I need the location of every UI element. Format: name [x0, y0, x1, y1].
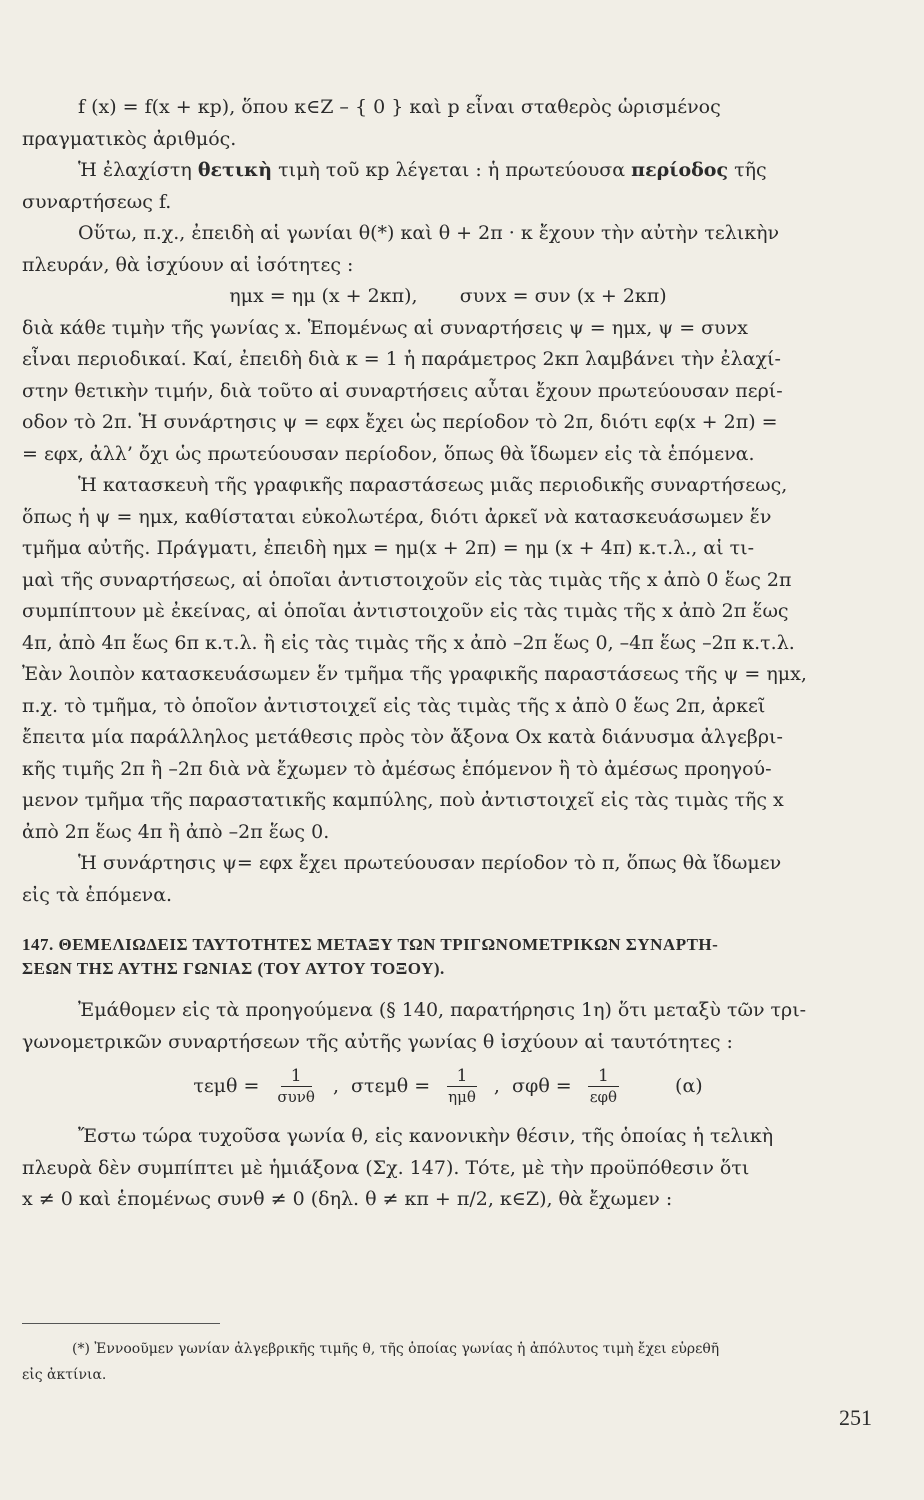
- footnote: [22, 1336, 874, 1388]
- text-line: οδον τὸ 2π. Ἡ συνάρτησις ψ = εφx ἔχει ὡς περίοδον τὸ 2π, διότι εφ(x + 2π) =: [22, 411, 778, 433]
- spacer: [22, 981, 874, 995]
- paragraph-tangent-period: [22, 848, 874, 911]
- paragraph-graph-construction: [22, 470, 874, 659]
- text-span: τιμὴ τοῦ κp λέγεται : ἡ πρωτεύουσα: [272, 159, 632, 181]
- text-line: συναρτήσεως f.: [22, 190, 172, 213]
- fraction-denominator: εφθ: [589, 1088, 618, 1106]
- bold-term-period: περίοδος: [631, 159, 729, 181]
- formula-cot-lhs: , σφθ =: [493, 1074, 572, 1097]
- text-line: [22, 155, 874, 187]
- text-line: πραγματικὸς ἀριθμός.: [22, 127, 237, 150]
- formula-reciprocal-identities: [22, 1066, 874, 1107]
- text-line: ἀπὸ 2π ἕως 4π ἢ ἀπὸ –2π ἕως 0.: [22, 820, 330, 843]
- section-heading-147: [22, 933, 874, 981]
- formula-csc-lhs: , στεμθ =: [332, 1074, 431, 1097]
- text-line: Ἡ κατασκευὴ τῆς γραφικῆς παραστάσεως μιᾶς περιοδικῆς συναρτήσεως,: [78, 474, 788, 496]
- text-line: Ἡ συνάρτησις ψ= εφx ἔχει πρωτεύουσαν περίοδον τὸ π, ὅπως θὰ ἴδωμεν: [78, 852, 782, 874]
- text-line: κῆς τιμῆς 2π ἢ –2π διὰ νὰ ἔχωμεν τὸ ἀμέσως ἑπόμενον ἢ τὸ ἀμέσως προηγού-: [22, 757, 772, 780]
- text-line: εἶναι περιοδικαί. Καί, ἐπειδὴ διὰ κ = 1 ἡ παράμετρος 2κπ λαμβάνει τὴν ἐλαχί-: [22, 348, 781, 370]
- text-line: ἔπειτα μία παράλληλος μετάθεσις πρὸς τὸν ἄξονα Ox κατὰ διάνυσμα ἀλγεβρι-: [22, 726, 783, 748]
- text-line: εἰς τὰ ἑπόμενα.: [22, 883, 173, 906]
- text-span: τῆς: [728, 159, 767, 181]
- text-line: = εφx, ἀλλ’ ὄχι ὡς πρωτεύουσαν περίοδον, ὅπως θὰ ἴδωμεν εἰς τὰ ἑπόμενα.: [22, 442, 755, 465]
- text-line: γωνομετρικῶν συναρτήσεων τῆς αὐτῆς γωνίας θ ἰσχύουν αἱ ταυτότητες :: [22, 1030, 733, 1053]
- text-line: 4π, ἀπὸ 4π ἕως 6π κ.τ.λ. ἢ εἰς τὰς τιμὰς τῆς x ἀπὸ –2π ἕως 0, –4π ἕως –2π κ.τ.λ.: [22, 631, 795, 654]
- text-line: x ≠ 0 καὶ ἑπομένως συνθ ≠ 0 (δηλ. θ ≠ κπ + π/2, κ∈Ζ), θὰ ἔχωμεν :: [22, 1188, 673, 1210]
- heading-line: ΣΕΩΝ ΤΗΣ ΑΥΤΗΣ ΓΩΝΙΑΣ (ΤΟΥ ΑΥΤΟΥ ΤΟΞΟΥ).: [22, 959, 445, 978]
- text-line: μαὶ τῆς συναρτήσεως, αἱ ὁποῖαι ἀντιστοιχοῦν εἰς τὰς τιμὰς τῆς x ἀπὸ 0 ἕως 2π: [22, 568, 792, 591]
- fraction-csc: [444, 1066, 480, 1107]
- text-line: πλευρὰ δὲν συμπίπτει μὲ ἡμιάξονα (Σχ. 147). Τότε, μὲ τὴν προϋπόθεσιν ὅτι: [22, 1156, 750, 1179]
- text-line: Ἔστω τώρα τυχοῦσα γωνία θ, εἰς κανονικὴν θέσιν, τῆς ὁποίας ἡ τελικὴ: [78, 1125, 774, 1147]
- paragraph-example: [22, 218, 874, 281]
- paragraph-identities-intro: [22, 995, 874, 1058]
- text-line: τμῆμα αὐτῆς. Πράγματι, ἐπειδὴ ημx = ημ(x + 2π) = ημ (x + 4π) κ.τ.λ., αἱ τι-: [22, 537, 754, 559]
- heading-line: 147. ΘΕΜΕΛΙΩΔΕΙΣ ΤΑΥΤΟΤΗΤΕΣ ΜΕΤΑΞΥ ΤΩΝ ΤΡΙΓΩΝΟΜΕΤΡΙΚΩΝ ΣΥΝΑΡΤΗ-: [22, 935, 719, 954]
- text-line: συμπίπτουν μὲ ἐκείνας, αἱ ὁποῖαι ἀντιστοιχοῦν εἰς τὰς τιμὰς τῆς x ἀπὸ 2π ἕως: [22, 600, 789, 622]
- footnote-line: (*) Ἐννοοῦμεν γωνίαν ἀλγεβρικῆς τιμῆς θ, τῆς ὁποίας γωνίας ἡ ἀπόλυτος τιμὴ ἔχει εὑρεθῆ: [72, 1341, 720, 1357]
- formula-sec-lhs: τεμθ =: [193, 1074, 260, 1097]
- fraction-numerator: 1: [447, 1066, 478, 1087]
- footnote-divider: [22, 1323, 220, 1324]
- equation-sin-cos-period: ημx = ημ (x + 2κπ), συνx = συν (x + 2κπ): [229, 285, 667, 307]
- paragraph-periodic-definition: [22, 92, 874, 155]
- fraction-sec: [273, 1066, 319, 1107]
- text-line: π.χ. τὸ τμῆμα, τὸ ὁποῖον ἀντιστοιχεῖ εἰς τὰς τιμὰς τῆς x ἀπὸ 0 ἕως 2π, ἀρκεῖ: [22, 694, 766, 717]
- page-body: [22, 92, 874, 1216]
- text-line: Ἐμάθομεν εἰς τὰ προηγούμενα (§ 140, παρατήρησις 1η) ὅτι μεταξὺ τῶν τρι-: [78, 999, 807, 1021]
- paragraph-period: [22, 155, 874, 218]
- text-line: μενον τμῆμα τῆς παραστατικῆς καμπύλης, ποὺ ἀντιστοιχεῖ εἰς τὰς τιμὰς τῆς x: [22, 789, 784, 811]
- text-line: f (x) = f(x + κp), ὅπου κ∈Ζ – { 0 } καὶ p εἶναι σταθερὸς ὡρισμένος: [78, 96, 721, 118]
- paragraph-translation: [22, 659, 874, 848]
- text-line: Οὕτω, π.χ., ἐπειδὴ αἱ γωνίαι θ(*) καὶ θ + 2π · κ ἔχουν τὴν αὐτὴν τελικὴν: [78, 222, 780, 244]
- text-span: Ἡ ἐλαχίστη: [78, 159, 198, 181]
- text-line: ὅπως ἡ ψ = ημx, καθίσταται εὐκολωτέρα, διότι ἀρκεῖ νὰ κατασκευάσωμεν ἕν: [22, 505, 772, 528]
- fraction-cot: [586, 1066, 621, 1107]
- formula-label: (α): [675, 1074, 703, 1097]
- text-line: στην θετικὴν τιμήν, διὰ τοῦτο αἱ συναρτήσεις αὗται ἔχουν πρωτεύουσαν περί-: [22, 379, 783, 402]
- bold-term-positive: θετικὴ: [197, 159, 273, 181]
- paragraph-periodic-functions: [22, 313, 874, 471]
- page-number: 251: [839, 1405, 872, 1430]
- fraction-numerator: 1: [588, 1066, 619, 1087]
- fraction-denominator: ημθ: [448, 1088, 476, 1106]
- text-line: Ἐὰν λοιπὸν κατασκευάσωμεν ἕν τμῆμα τῆς γραφικῆς παραστάσεως τῆς ψ = ημx,: [22, 663, 807, 685]
- paragraph-general-angle: [22, 1121, 874, 1216]
- text-line: πλευράν, θὰ ἰσχύουν αἱ ἰσότητες :: [22, 253, 354, 276]
- fraction-denominator: συνθ: [277, 1088, 315, 1106]
- footnote-line: εἰς ἀκτίνια.: [22, 1367, 107, 1383]
- text-line: διὰ κάθε τιμὴν τῆς γωνίας x. Ἑπομένως αἱ συναρτήσεις ψ = ημx, ψ = συνx: [22, 316, 748, 339]
- fraction-numerator: 1: [281, 1066, 312, 1087]
